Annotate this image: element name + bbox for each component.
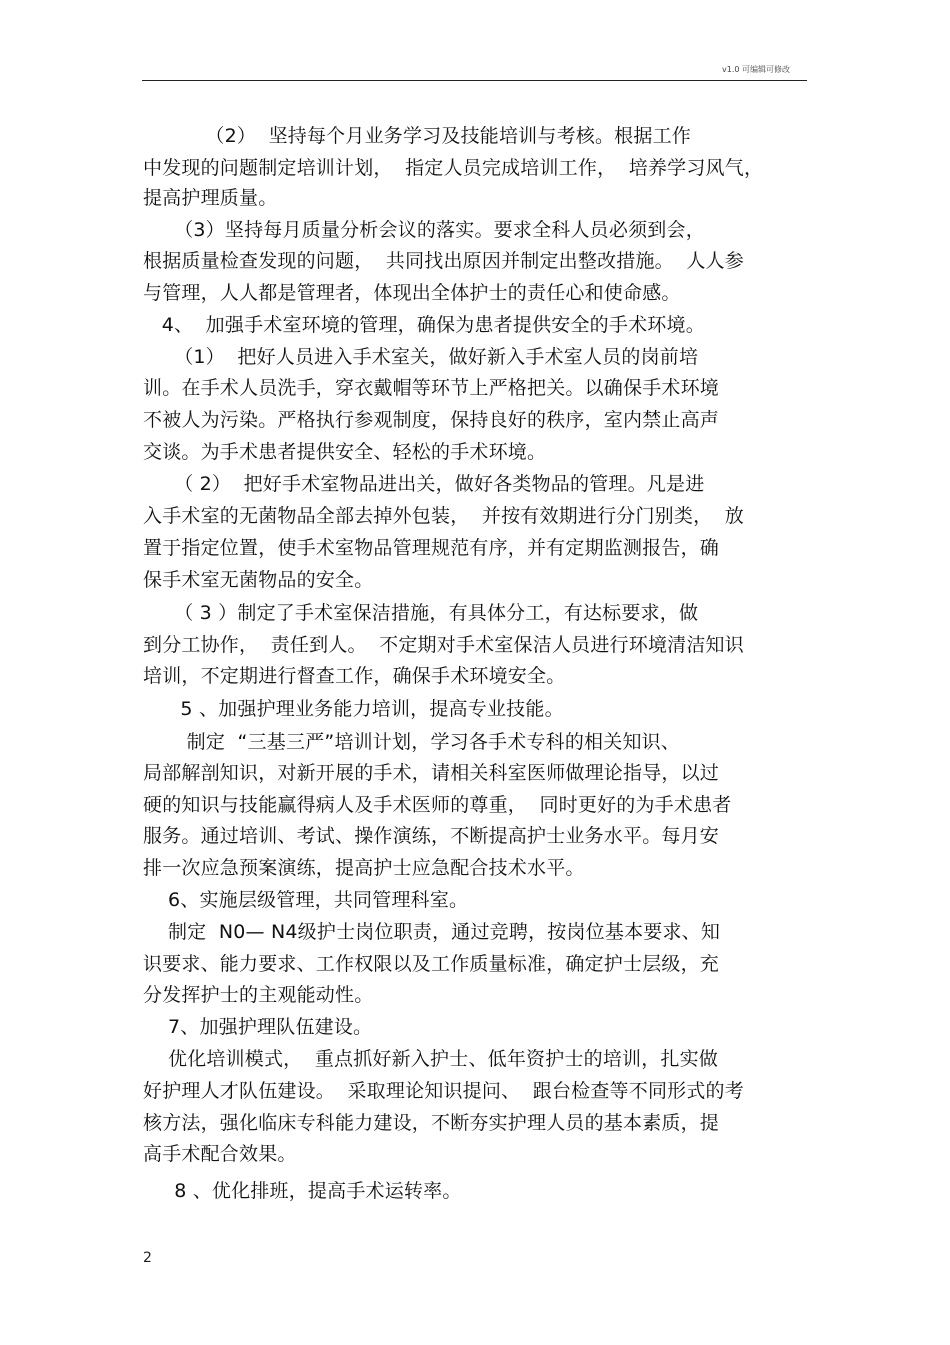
body-text-line: 核方法，强化临床专科能力建设，不断夯实护理人员的基本素质，提 (143, 1112, 720, 1134)
body-text-line: 制定 N0— N4级护士岗位职责，通过竞聘，按岗位基本要求、知 (143, 921, 721, 943)
body-text-line: 提高护理质量。 (143, 187, 278, 209)
body-text-line: 6、实施层级管理，共同管理科室。 (143, 889, 469, 911)
body-text-line: 硬的知识与技能赢得病人及手术医师的尊重， 同时更好的为手术患者 (143, 794, 732, 816)
body-text-line: 5 、加强护理业务能力培训，提高专业技能。 (143, 698, 564, 720)
body-text-line: （2） 坚持每个月业务学习及技能培训与考核。根据工作 (143, 125, 691, 147)
body-text-line: 到分工协作， 责任到人。 不定期对手术室保洁人员进行环境清洁知识 (143, 634, 744, 656)
body-text-line: 4、 加强手术室环境的管理，确保为患者提供安全的手术环境。 (143, 314, 705, 336)
page-number: 2 (143, 1250, 152, 1266)
body-text-line: 培训，不定期进行督查工作，确保手术环境安全。 (143, 665, 566, 687)
body-text-line: （3）坚持每月质量分析会议的落实。要求全科人员必须到会， (143, 219, 705, 241)
header-rule (142, 80, 807, 81)
version-note: v1.0 可编辑可修改 (722, 65, 790, 74)
body-text-line: 与管理，人人都是管理者，体现出全体护士的责任心和使命感。 (143, 282, 681, 304)
body-text-line: 中发现的问题制定培训计划， 指定人员完成培训工作， 培养学习风气， (143, 157, 764, 179)
body-text-line: 高手术配合效果。 (143, 1143, 297, 1165)
body-text-line: 识要求、能力要求、工作权限以及工作质量标准，确定护士层级，充 (143, 953, 720, 975)
body-text-line: 置于指定位置，使手术室物品管理规范有序，并有定期监测报告，确 (143, 537, 720, 559)
body-text-line: 训。在手术人员洗手，穿衣戴帽等环节上严格把关。以确保手术环境 (143, 377, 720, 399)
body-text-line: （ 3 ）制定了手术室保洁措施，有具体分工，有达标要求，做 (143, 602, 699, 624)
body-text-line: （ 2） 把好手术室物品进出关，做好各类物品的管理。凡是进 (143, 473, 705, 495)
body-text-line: 制定 “三基三严”培训计划，学习各手术专科的相关知识、 (143, 731, 681, 753)
body-text-line: 优化培训模式， 重点抓好新入护士、低年资护士的培训，扎实做 (143, 1048, 719, 1070)
body-text-line: 局部解剖知识，对新开展的手术，请相关科室医师做理论指导，以过 (143, 762, 720, 784)
body-text-line: 7、加强护理队伍建设。 (143, 1016, 373, 1038)
body-text-line: （1） 把好人员进入手术室关，做好新入手术室人员的岗前培 (143, 346, 699, 368)
body-text-line: 入手术室的无菌物品全部去掉外包装， 并按有效期进行分门别类， 放 (143, 505, 744, 527)
body-text-line: 好护理人才队伍建设。 采取理论知识提问、 跟台检查等不同形式的考 (143, 1080, 744, 1102)
body-text-line: 服务。通过培训、考试、操作演练，不断提高护士业务水平。每月安 (143, 825, 720, 847)
body-text-line: 分发挥护士的主观能动性。 (143, 984, 374, 1006)
body-text-line: 8 、优化排班，提高手术运转率。 (143, 1180, 462, 1202)
body-text-line: 不被人为污染。严格执行参观制度，保持良好的秩序，室内禁止高声 (143, 409, 720, 431)
body-text-line: 根据质量检查发现的问题， 共同找出原因并制定出整改措施。 人人参 (143, 250, 744, 272)
body-text-line: 交谈。为手术患者提供安全、轻松的手术环境。 (143, 441, 547, 463)
body-text-line: 排一次应急预案演练，提高护士应急配合技术水平。 (143, 857, 585, 879)
body-text-line: 保手术室无菌物品的安全。 (143, 569, 374, 591)
